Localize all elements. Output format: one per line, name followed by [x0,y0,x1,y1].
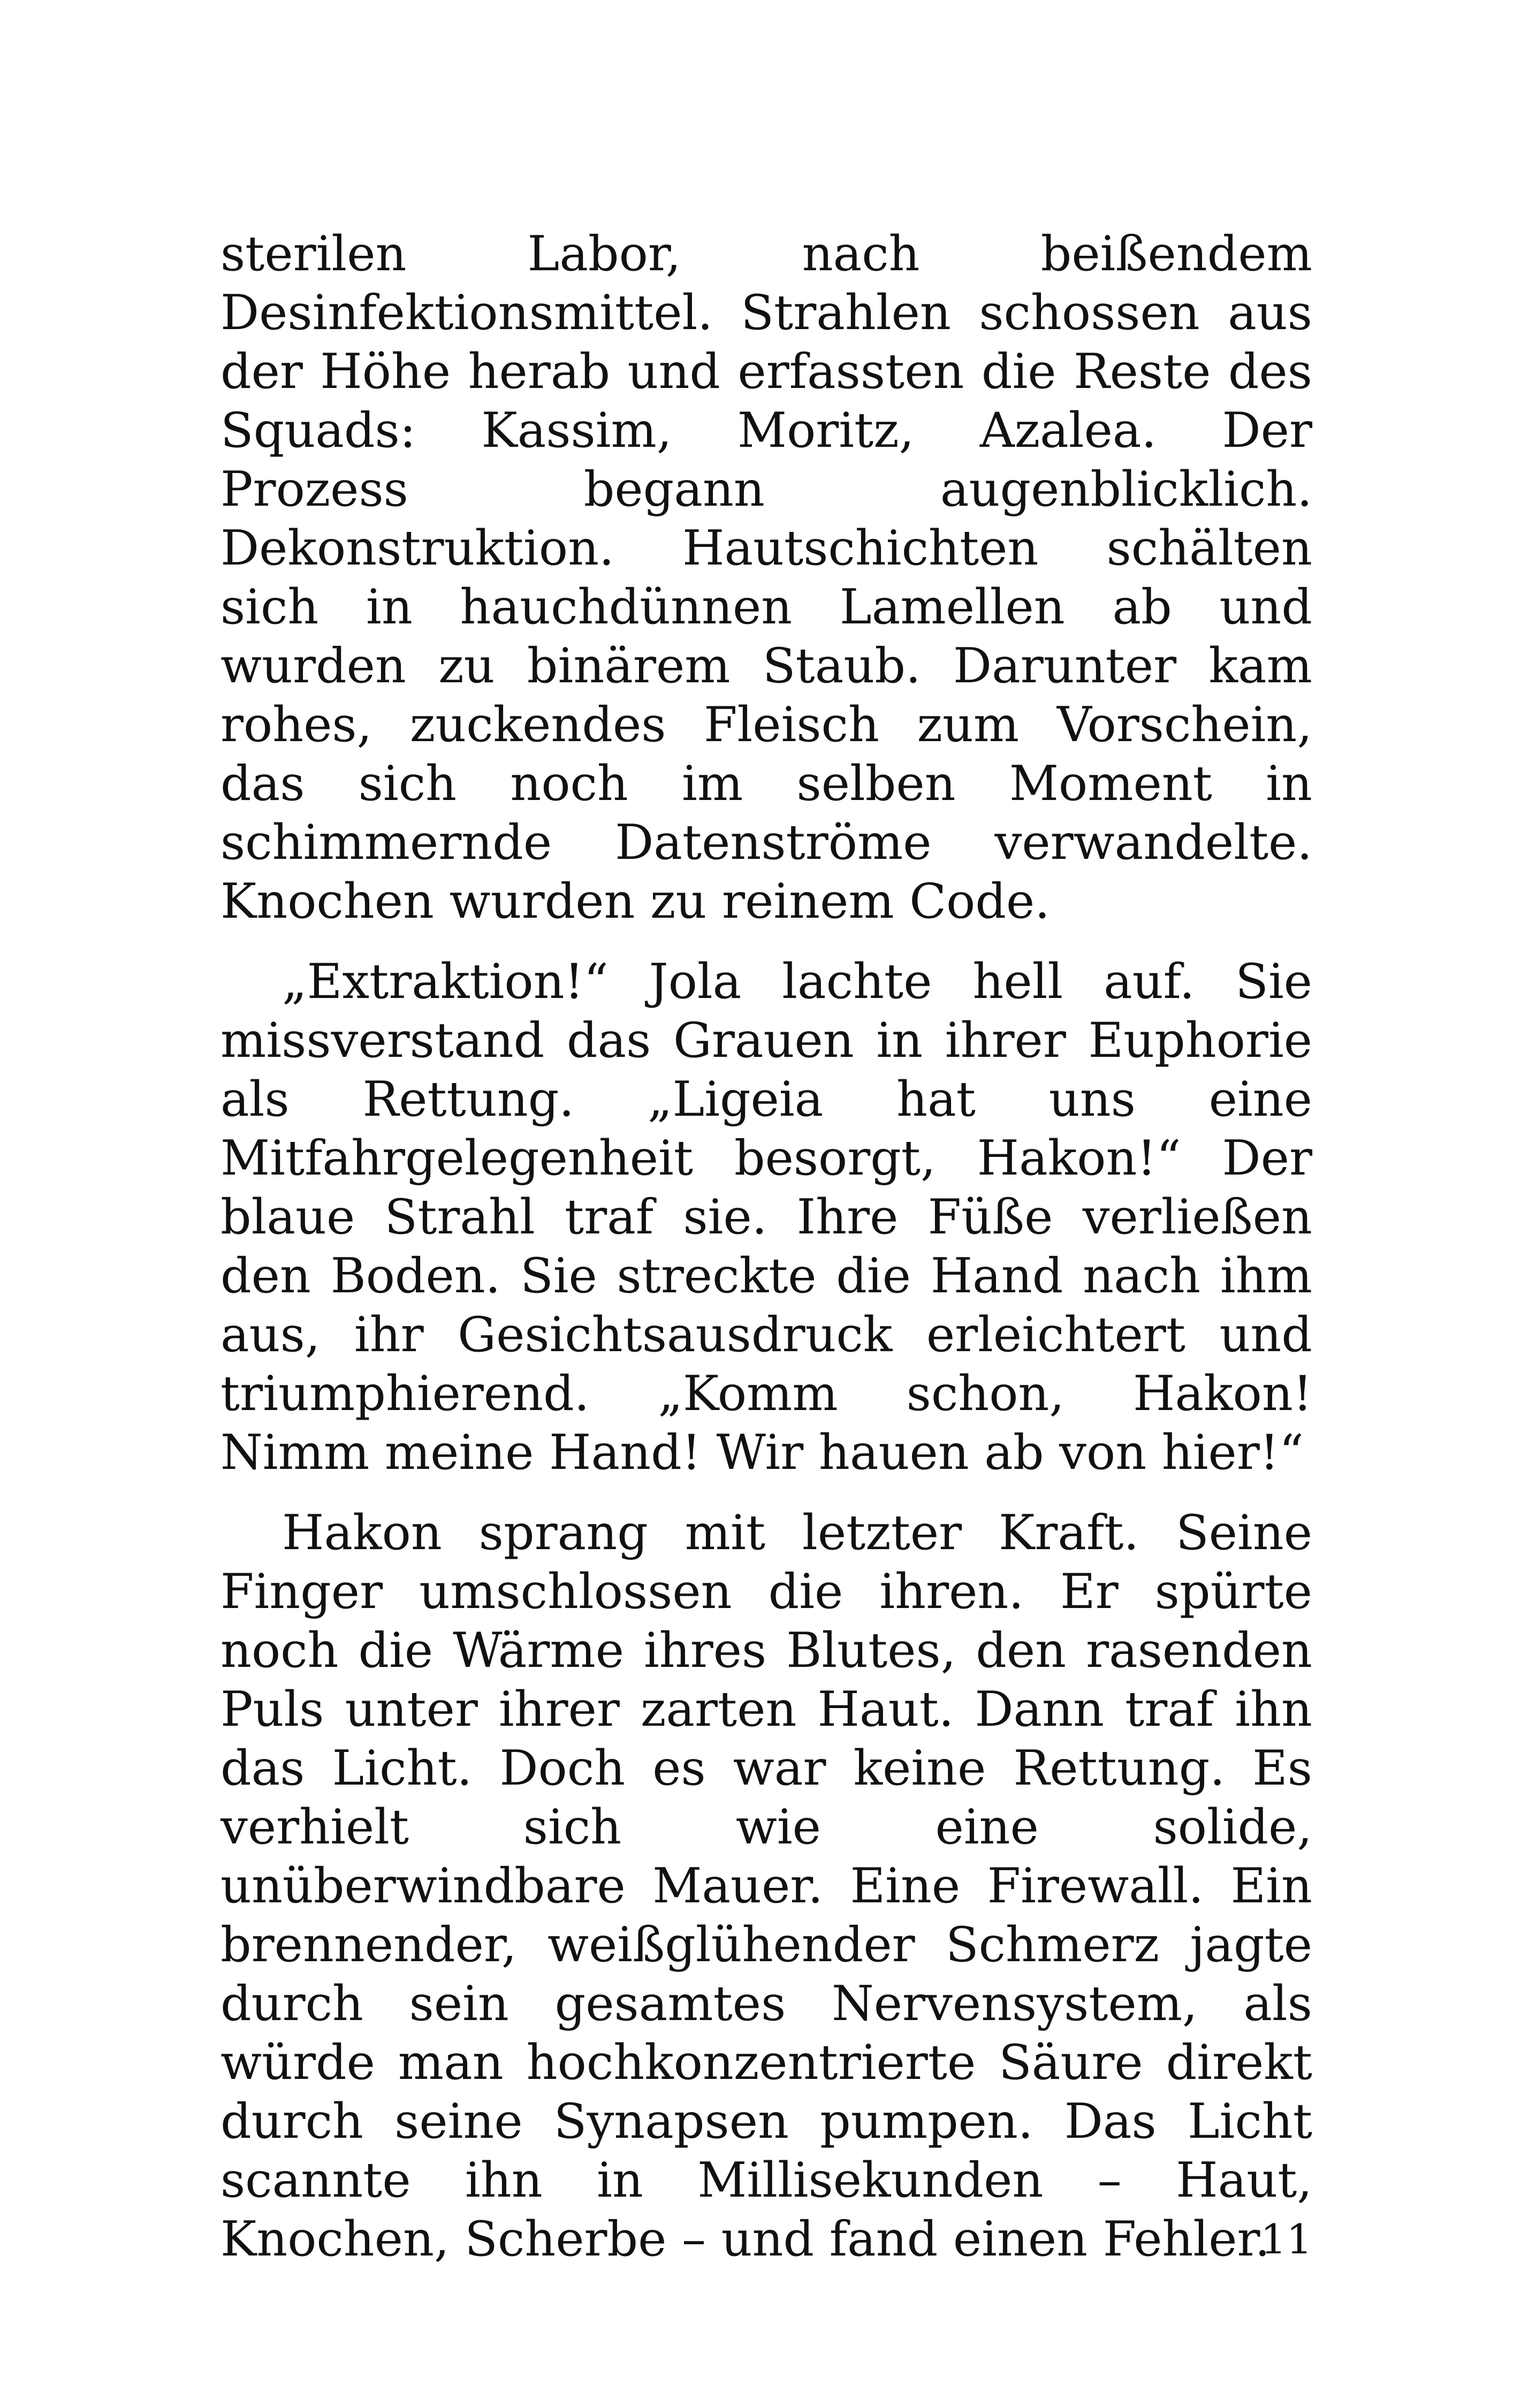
paragraph-2: „Extraktion!“ Jola lachte hell auf. Sie missverstand das Grauen in ihrer Euphorie als Rettung. „Ligeia hat uns eine Mitfahrgelegenheit besorgt, Hakon!“ Der blaue Strahl traf sie. Ihre Füße verließen den Boden. Sie streckte die Hand nach ihm aus, ihr Gesichtsausdruck erleichtert und triumphierend. „Komm schon, Hakon! Nimm meine Hand! Wir hauen ab von hier!“ [220,954,1312,1481]
paragraph-3: Hakon sprang mit letzter Kraft. Seine Finger umschlossen die ihren. Er spürte noch die Wärme ihres Blutes, den rasenden Puls unter ihrer zarten Haut. Dann traf ihn das Licht. Doch es war keine Rettung. Es verhielt sich wie eine solide, unüberwindbare Mauer. Eine Firewall. Ein brennender, weißglühender Schmerz jagte durch sein gesamtes Nervensystem, als würde man hochkonzentrierte Säure direkt durch seine Synapsen pumpen. Das Licht scannte ihn in Millisekunden – Haut, Knochen, Scherbe – und fand einen Fehler. [220,1505,1312,2267]
page-number: 11 [1260,2215,1312,2263]
body-text [220,225,1312,2290]
paragraph-1: sterilen Labor, nach beißendem Desinfektionsmittel. Strahlen schossen aus der Höhe herab und erfassten die Reste des Squads: Kassim, Moritz, Azalea. Der Prozess begann augenblicklich. Dekonstruktion. Hautschichten schälten sich in hauchdünnen Lamellen ab und wurden zu binärem Staub. Darunter kam rohes, zuckendes Fleisch zum Vorschein, das sich noch im selben Moment in schimmernde Datenströme verwandelte. Knochen wurden zu reinem Code. [220,226,1312,929]
